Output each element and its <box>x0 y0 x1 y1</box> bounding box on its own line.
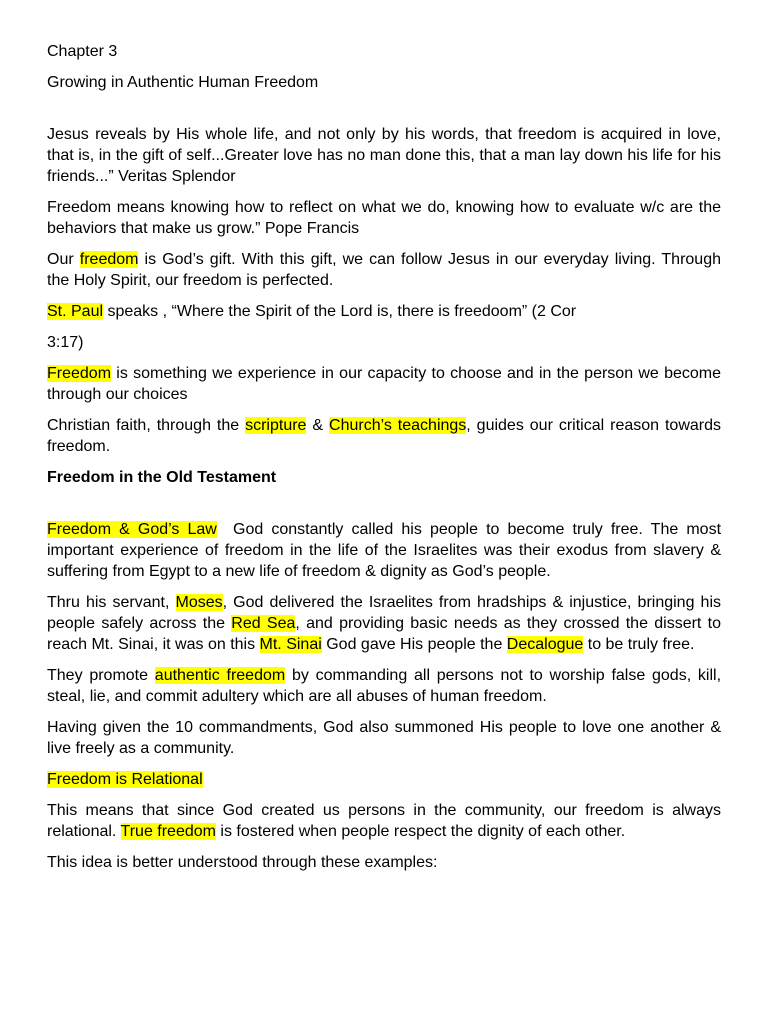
paragraph-st-paul <box>47 301 721 322</box>
document-title: Growing in Authentic Human Freedom <box>47 74 319 91</box>
text-run: God gave His people the <box>321 636 507 653</box>
paragraph-christian-faith <box>47 415 721 457</box>
paragraph-examples-intro: This idea is better understood through these examples: <box>47 854 438 871</box>
highlight-authentic-freedom: authentic freedom <box>154 667 286 684</box>
paragraph-freedom-choice <box>47 363 721 405</box>
paragraph-veritas-quote: Jesus reveals by His whole life, and not only by his words, that freedom is acquired in love, that is, in the gift of self...Greater love has no man done this, that a man lay down his life for his friends...” Veritas Splendor <box>47 126 721 185</box>
highlight-decalogue: Decalogue <box>506 636 584 653</box>
highlight-moses: Moses <box>175 594 223 611</box>
text-run: is fostered when people respect the dignity of each other. <box>215 823 626 840</box>
highlight-scripture: scripture <box>245 417 307 434</box>
text-run: speaks , “Where the Spirit of the Lord is, there is freedoom” (2 Cor <box>103 303 577 320</box>
spacer <box>47 498 721 519</box>
text-run: & <box>306 417 330 434</box>
section-heading-old-testament: Freedom in the Old Testament <box>47 469 277 486</box>
highlight-freedom: Freedom <box>47 365 112 382</box>
highlight-red-sea: Red Sea <box>231 615 296 632</box>
text-run: by commanding all persons not to worship false gods, kill, steal, lie, and commit adultery which are all abuses of human freedom. <box>47 667 722 705</box>
highlight-freedom-gods-law: Freedom & God’s Law <box>47 521 217 538</box>
paragraph-relational <box>47 800 721 842</box>
text-run: , and providing basic needs as they crossed the dissert to reach Mt. Sinai, it was on this <box>47 615 721 653</box>
paragraph-moses <box>47 592 721 655</box>
text-run: Thru his servant, <box>47 594 176 611</box>
highlight-st-paul: St. Paul <box>47 303 104 320</box>
text-run: Our <box>47 251 80 268</box>
chapter-label: Chapter 3 <box>47 43 118 60</box>
text-run: This means that since God created us persons in the community, our freedom is always relational. <box>47 802 721 840</box>
text-run: is God’s gift. With this gift, we can follow Jesus in our everyday living. Through the Holy Spirit, our freedom is perfected. <box>47 251 721 289</box>
paragraph-pope-francis-quote: Freedom means knowing how to reflect on what we do, knowing how to evaluate w/c are the behaviors that make us grow.” Pope Francis <box>47 199 721 237</box>
highlight-true-freedom: True freedom <box>120 823 216 840</box>
paragraph-freedom-gift <box>47 249 721 291</box>
paragraph-gods-law <box>47 519 726 582</box>
text-run: God constantly called his people to become truly free. The most important experience of freedom in the life of the Israelites was their exodus from slavery & suffering from Egypt to a new life of freedom & dignity as God’s people. <box>47 521 726 580</box>
document-page <box>47 41 726 883</box>
spacer <box>47 103 721 124</box>
text-run: is something we experience in our capacity to choose and in the person we become through our choices <box>47 365 721 403</box>
text-run: They promote <box>47 667 155 684</box>
paragraph-commandments: Having given the 10 commandments, God also summoned His people to love one another & live freely as a community. <box>47 719 721 757</box>
text-run: Christian faith, through the <box>47 417 246 434</box>
paragraph-verse-ref: 3:17) <box>47 334 84 351</box>
text-run: to be truly free. <box>583 636 695 653</box>
highlight-freedom: freedom <box>79 251 139 268</box>
text-run: , God delivered the Israelites from hradships & injustice, bringing his people safely across the <box>47 594 722 632</box>
text-run: , guides our critical reason towards freedom. <box>47 417 722 455</box>
highlight-church-teachings: Church’s teachings <box>329 417 467 434</box>
highlight-freedom-relational: Freedom is Relational <box>47 771 203 788</box>
highlight-mt-sinai: Mt. Sinai <box>259 636 322 653</box>
paragraph-authentic-freedom <box>47 665 721 707</box>
subheading-freedom-relational <box>47 769 721 790</box>
